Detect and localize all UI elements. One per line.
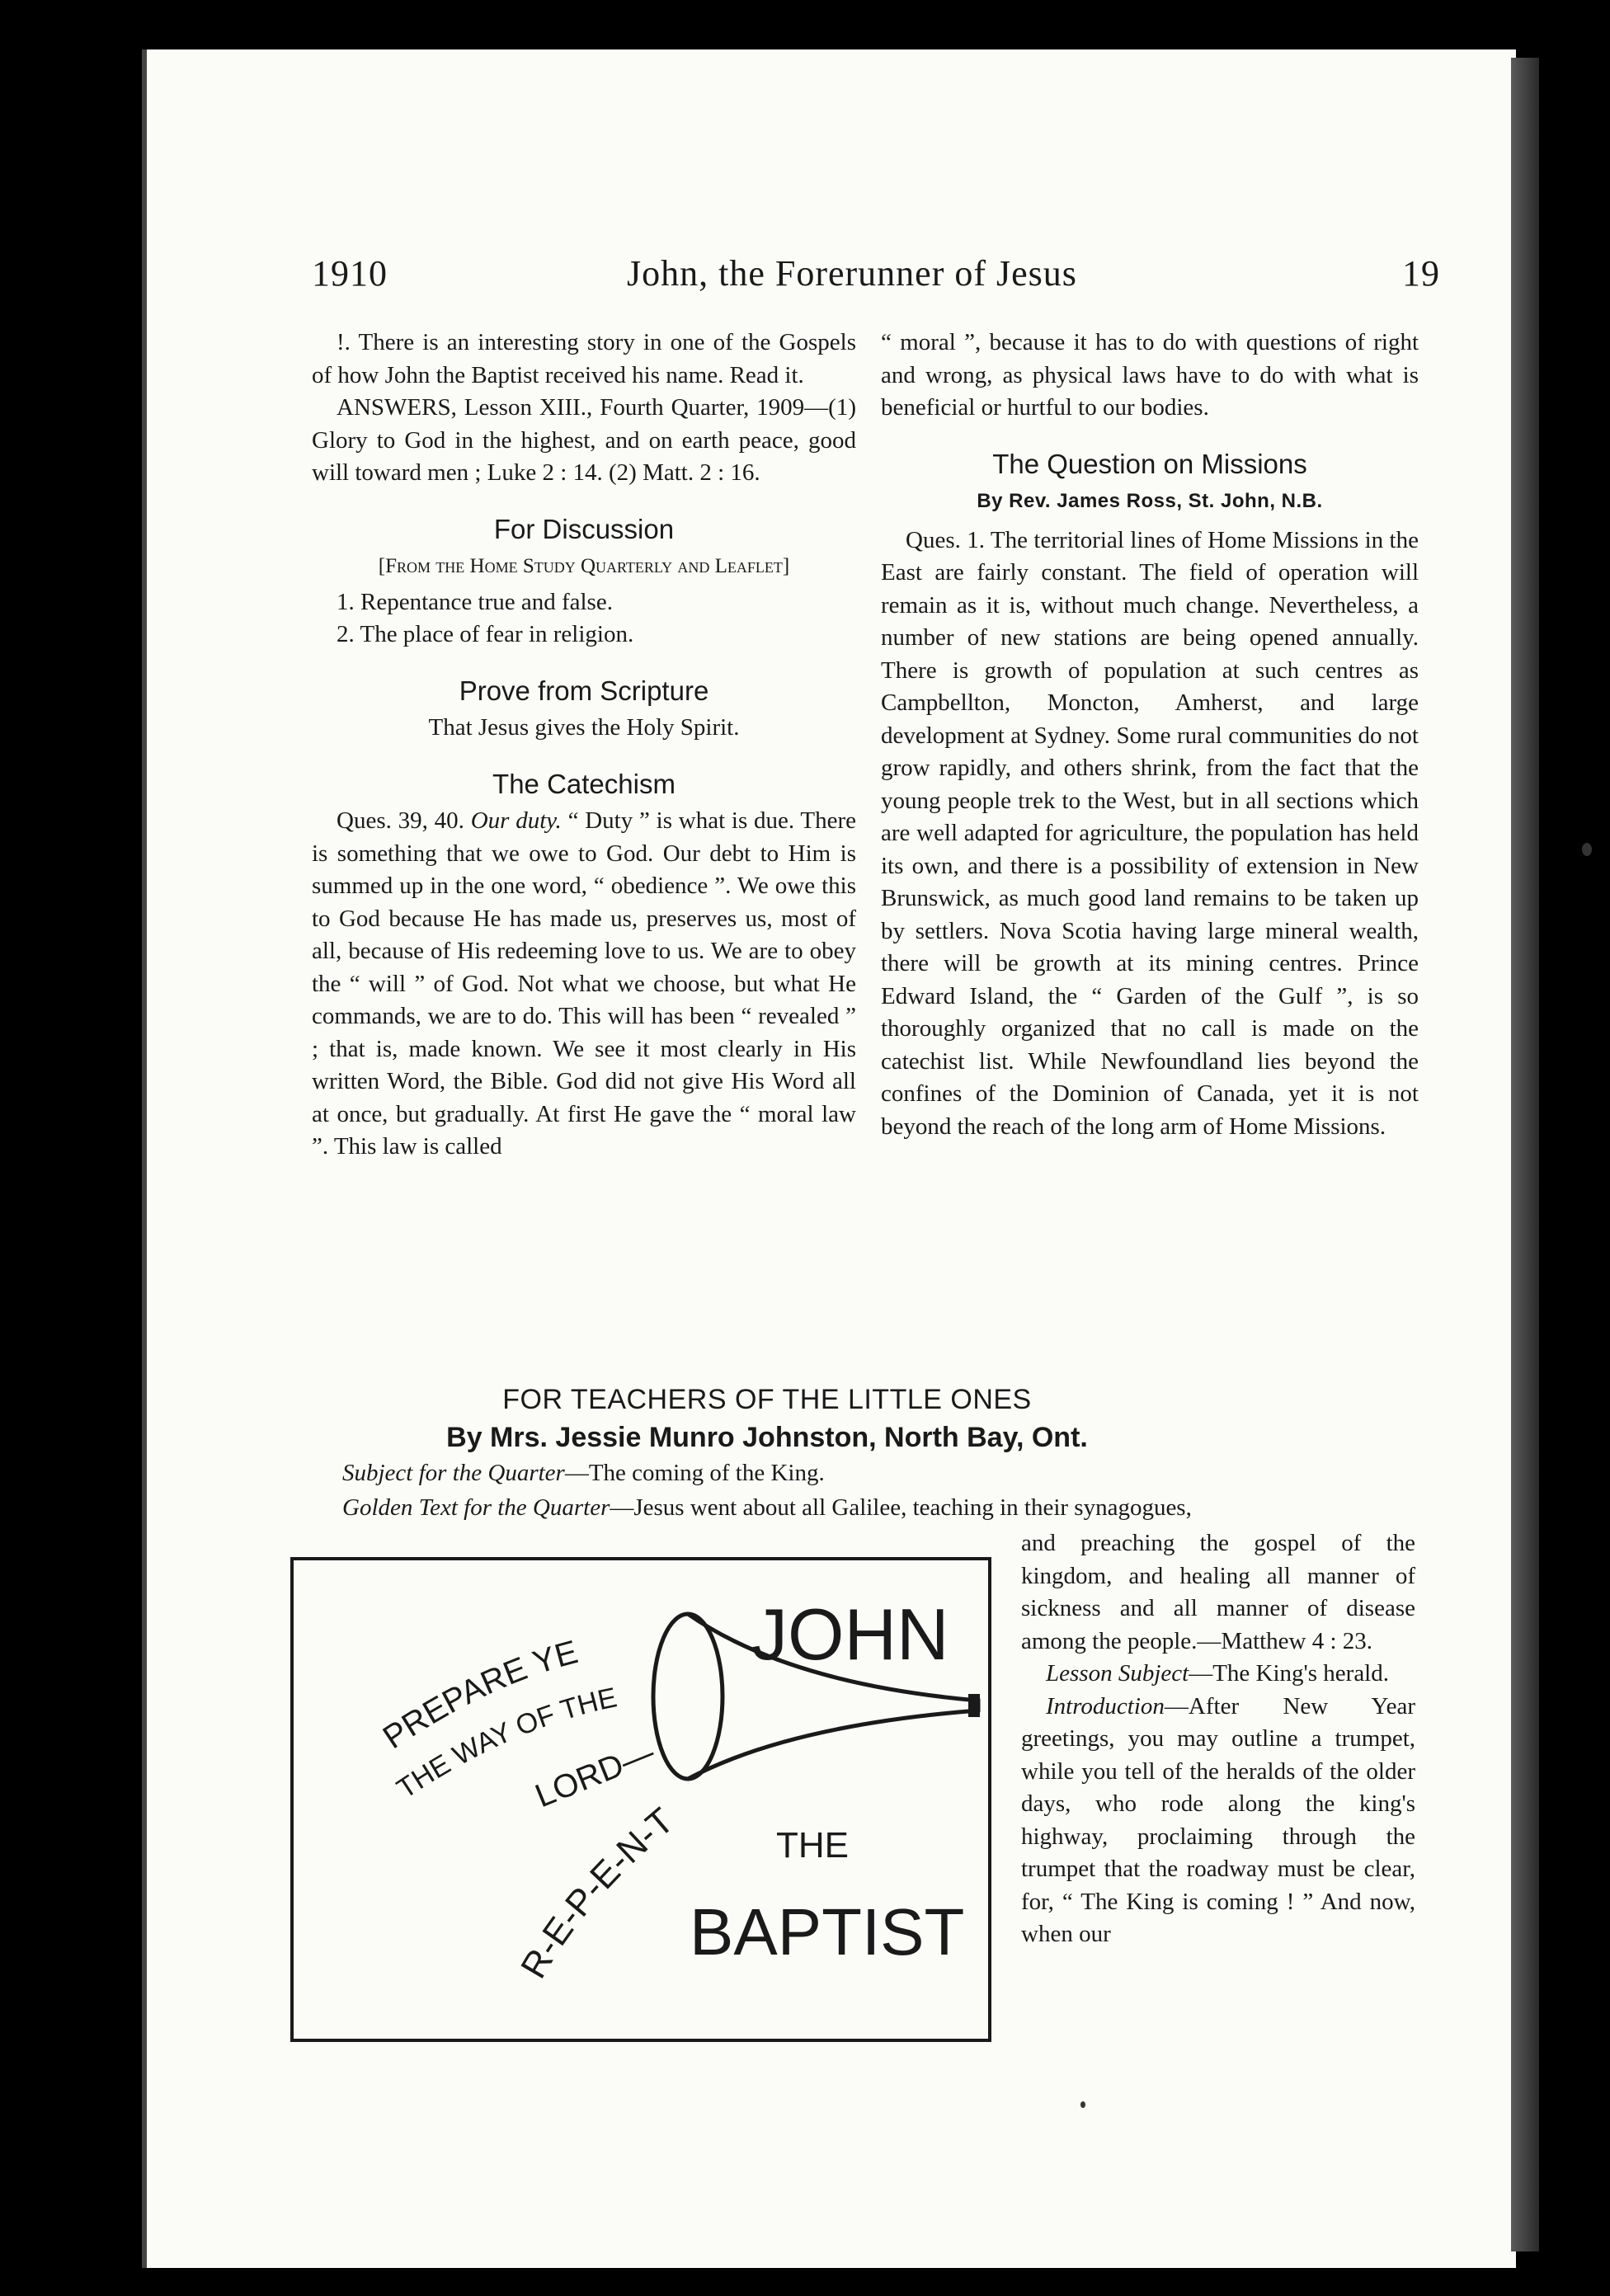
missions-title: The Question on Missions — [992, 448, 1307, 479]
header-page-number: 19 — [1402, 253, 1440, 294]
catechism-lead-italic: Our duty. — [470, 807, 562, 834]
continuation-paragraph: “ moral ”, because it has to do with questions of right and wrong, as physical laws have to do with what is beneficial or hurtful to our bodies. — [881, 329, 1419, 421]
missions-paragraph: Ques. 1. The territorial lines of Home Missions in the East are fairly constant. The field of operation will remain as it is, without much change. Nevertheless, a number of new stations are being opened annually. There is growth of population at such centres as Campbellton, Moncton, Amherst, and large development at Sydney. Some rural communities do not grow rapidly, and others shrink, from the fact that the young people trek to the West, but in all sections which are well adapted for agriculture, the population has held its own, and there is a possibility of extension in New Brunswick, as much good land remains to be taken up by settlers. Nova Scotia having large mineral wealth, there will be growth at its mining centres. Prince Edward Island, the “ Garden of the Gulf ”, is so thoroughly organized that no call is made on the catechist list. While Newfoundland lies beyond the confines of the Dominion of Canada, yet it is not beyond the reach of the long arm of Home Missions. — [881, 526, 1419, 1140]
lesson-subject — [1021, 1658, 1415, 1691]
catechism-paragraph — [312, 805, 856, 1164]
trumpet-drawing — [294, 1560, 988, 2039]
intro-paragraph: !. There is an interesting story in one of the Gospels of how John the Baptist received his name. Read it. — [312, 329, 856, 388]
illustration-line-prepare-path: PREPARE YE — [376, 1634, 582, 1757]
subject-label: Subject for the Quarter — [342, 1460, 565, 1486]
subject-text: —The coming of the King. — [564, 1460, 825, 1486]
prove-text: That Jesus gives the Holy Spirit. — [428, 714, 740, 741]
illustration-word-baptist: BAPTIST — [690, 1895, 965, 1969]
trumpet-mouthpiece-icon — [968, 1694, 980, 1717]
trumpet-bell-icon — [653, 1614, 723, 1779]
catechism-title: The Catechism — [492, 768, 676, 799]
golden-text: —Jesus went about all Galilee, teaching in their synagogues, — [610, 1494, 1192, 1521]
discussion-title: For Discussion — [493, 513, 675, 544]
prove-title: Prove from Scripture — [459, 675, 709, 706]
discussion-item: 2. The place of fear in religion. — [337, 621, 634, 647]
illustration-word-john: JOHN — [751, 1593, 949, 1675]
discussion-source: [From the Home Study Quarterly and Leaflet] — [378, 555, 790, 577]
teachers-side-text — [1021, 1527, 1415, 1951]
golden-continuation: and preaching the gospel of the kingdom, and healing all manner of sickness and all manner of disease among the people.—Matthew 4 : 23. — [1021, 1530, 1415, 1654]
subject-line — [342, 1460, 825, 1487]
introduction-paragraph — [1021, 1691, 1415, 1951]
missions-byline: By Rev. James Ross, St. John, N.B. — [977, 490, 1323, 512]
illustration-word-repent-path: R-E-P-E-N-T — [513, 1800, 682, 1986]
teachers-title: FOR TEACHERS OF THE LITTLE ONES — [502, 1384, 1032, 1415]
illustration-line-lord: LORD— — [530, 1734, 660, 1815]
golden-text-line — [342, 1494, 1415, 1522]
golden-label: Golden Text for the Quarter — [342, 1494, 610, 1521]
catechism-lead: Ques. 39, 40. — [337, 807, 464, 834]
scan-speck — [1080, 2101, 1085, 2108]
right-column — [881, 327, 1419, 1143]
illustration-word-repent — [513, 1800, 681, 1985]
answers-paragraph: ANSWERS, Lesson XIII., Fourth Quarter, 1909—(1) Glory to God in the highest, and on earth peace, good will toward men ; Luke 2 : 14. (2) Matt. 2 : 16. — [312, 394, 856, 486]
page-edge — [1511, 58, 1539, 2251]
illustration-word-the: THE — [776, 1825, 849, 1866]
scan-speck — [1582, 843, 1592, 856]
header-title: John, the Forerunner of Jesus — [627, 253, 1077, 294]
intro-label: Introduction — [1046, 1692, 1165, 1720]
intro-text: —After New Year greetings, you may outline a trumpet, while you tell of the heralds of the older days, who rode along the king's highway, proclaiming through the trumpet that the roadway must be clear, for, “ The King is coming ! ” And now, when our — [1021, 1692, 1415, 1947]
lesson-label: Lesson Subject — [1046, 1660, 1189, 1687]
lesson-text: —The King's herald. — [1189, 1660, 1389, 1687]
discussion-item: 1. Repentance true and false. — [337, 588, 613, 615]
header-year: 1910 — [312, 253, 388, 294]
illustration-line-way-path: THE WAY OF THE — [391, 1682, 620, 1805]
catechism-text: “ Duty ” is what is due. There is something that we owe to God. Our debt to Him is summed up in the one word, “ obedience ”. We owe this to God because He has made us, preserves us, most of all, because of His redeeming love to us. We are to obey the “ will ” of God. Not what we choose, but what He commands, we are to do. This will has been “ revealed ” ; that is, made known. We see it most clearly in His written Word, the Bible. God did not give His Word all at once, but gradually. At first He gave the “ moral law ”. This law is called — [312, 807, 857, 1160]
teachers-byline: By Mrs. Jessie Munro Johnston, North Bay, Ont. — [446, 1422, 1088, 1453]
left-column — [312, 327, 856, 1164]
trumpet-illustration — [290, 1557, 991, 2042]
